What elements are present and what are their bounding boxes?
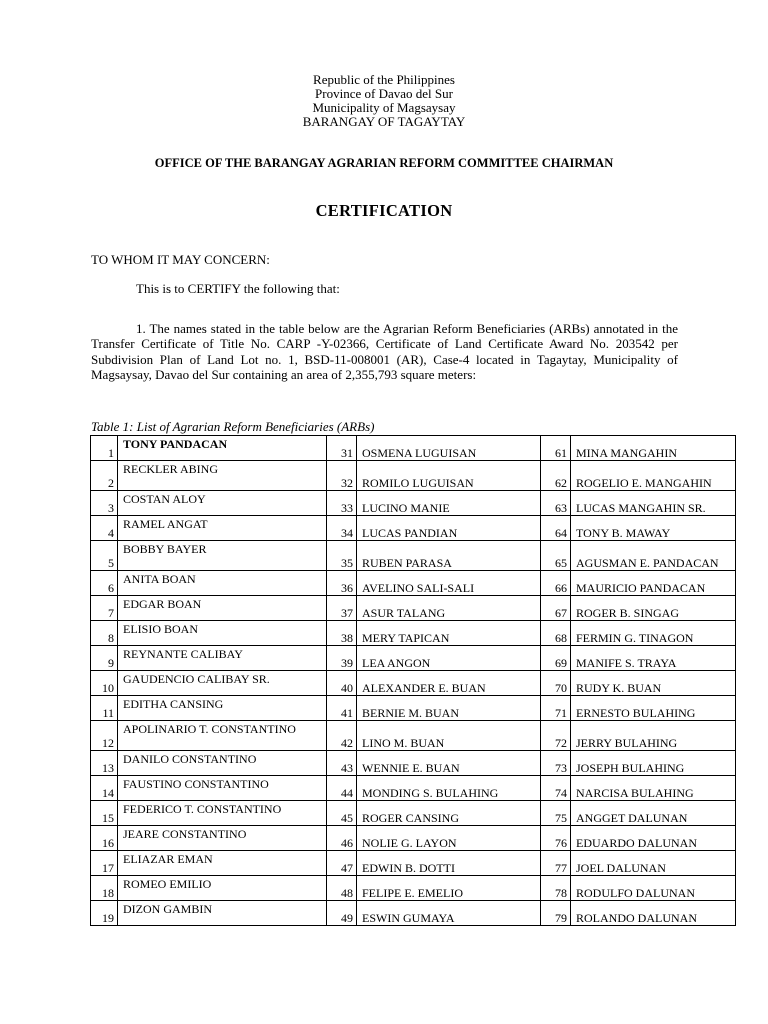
- row-number: 68: [541, 621, 571, 646]
- beneficiary-name: LUCAS PANDIAN: [357, 516, 541, 541]
- beneficiary-name: LUCAS MANGAHIN SR.: [571, 491, 736, 516]
- row-number: 63: [541, 491, 571, 516]
- row-number: 16: [91, 826, 118, 851]
- beneficiary-name: DIZON GAMBIN: [118, 901, 327, 926]
- header-province: Province of Davao del Sur: [315, 86, 453, 101]
- row-number: 41: [327, 696, 357, 721]
- beneficiary-name: ROGELIO E. MANGAHIN: [571, 461, 736, 491]
- beneficiary-name: EDGAR BOAN: [118, 596, 327, 621]
- beneficiary-name: WENNIE E. BUAN: [357, 751, 541, 776]
- beneficiary-name: ROMEO EMILIO: [118, 876, 327, 901]
- beneficiary-name: ROGER CANSING: [357, 801, 541, 826]
- table-row: [91, 461, 736, 491]
- beneficiary-name: BOBBY BAYER: [118, 541, 327, 571]
- row-number: 33: [327, 491, 357, 516]
- beneficiary-name: AVELINO SALI-SALI: [357, 571, 541, 596]
- row-number: 18: [91, 876, 118, 901]
- beneficiary-name: ROMILO LUGUISAN: [357, 461, 541, 491]
- beneficiary-name: ALEXANDER E. BUAN: [357, 671, 541, 696]
- beneficiary-name: MINA MANGAHIN: [571, 436, 736, 461]
- row-number: 44: [327, 776, 357, 801]
- beneficiaries-table: [90, 435, 736, 926]
- table-row: [91, 721, 736, 751]
- table-row: [91, 516, 736, 541]
- row-number: 5: [91, 541, 118, 571]
- row-number: 49: [327, 901, 357, 926]
- beneficiary-name: GAUDENCIO CALIBAY SR.: [118, 671, 327, 696]
- row-number: 66: [541, 571, 571, 596]
- beneficiary-name: FERMIN G. TINAGON: [571, 621, 736, 646]
- beneficiary-name: ANITA BOAN: [118, 571, 327, 596]
- table-row: [91, 541, 736, 571]
- row-number: 42: [327, 721, 357, 751]
- beneficiary-name: RAMEL ANGAT: [118, 516, 327, 541]
- row-number: 45: [327, 801, 357, 826]
- row-number: 12: [91, 721, 118, 751]
- row-number: 10: [91, 671, 118, 696]
- row-number: 62: [541, 461, 571, 491]
- beneficiary-name: NARCISA BULAHING: [571, 776, 736, 801]
- table-row: [91, 876, 736, 901]
- row-number: 73: [541, 751, 571, 776]
- beneficiary-name: LINO M. BUAN: [357, 721, 541, 751]
- row-number: 47: [327, 851, 357, 876]
- row-number: 9: [91, 646, 118, 671]
- table-caption: Table 1: List of Agrarian Reform Beneficiaries (ARBs): [91, 419, 375, 434]
- beneficiaries-table-body: [91, 436, 736, 926]
- beneficiary-name: APOLINARIO T. CONSTANTINO: [118, 721, 327, 751]
- row-number: 14: [91, 776, 118, 801]
- row-number: 15: [91, 801, 118, 826]
- row-number: 32: [327, 461, 357, 491]
- beneficiary-name: DANILO CONSTANTINO: [118, 751, 327, 776]
- beneficiary-name: ROGER B. SINGAG: [571, 596, 736, 621]
- beneficiary-name: EDUARDO DALUNAN: [571, 826, 736, 851]
- office-heading: OFFICE OF THE BARANGAY AGRARIAN REFORM COMMITTEE CHAIRMAN: [154, 156, 614, 170]
- table-row: [91, 491, 736, 516]
- header-republic: Republic of the Philippines: [313, 72, 455, 87]
- beneficiary-name: BERNIE M. BUAN: [357, 696, 541, 721]
- row-number: 13: [91, 751, 118, 776]
- row-number: 48: [327, 876, 357, 901]
- beneficiary-name: ELIAZAR EMAN: [118, 851, 327, 876]
- row-number: 61: [541, 436, 571, 461]
- beneficiary-name: OSMENA LUGUISAN: [357, 436, 541, 461]
- row-number: 17: [91, 851, 118, 876]
- row-number: 64: [541, 516, 571, 541]
- table-row: [91, 826, 736, 851]
- row-number: 79: [541, 901, 571, 926]
- table-row: [91, 596, 736, 621]
- table-row: [91, 436, 736, 461]
- beneficiary-name: ELISIO BOAN: [118, 621, 327, 646]
- beneficiary-name: COSTAN ALOY: [118, 491, 327, 516]
- table-row: [91, 751, 736, 776]
- row-number: 19: [91, 901, 118, 926]
- table-row: [91, 571, 736, 596]
- table-row: [91, 776, 736, 801]
- beneficiary-name: FAUSTINO CONSTANTINO: [118, 776, 327, 801]
- row-number: 8: [91, 621, 118, 646]
- row-number: 4: [91, 516, 118, 541]
- row-number: 75: [541, 801, 571, 826]
- beneficiary-name: ANGGET DALUNAN: [571, 801, 736, 826]
- row-number: 36: [327, 571, 357, 596]
- beneficiary-name: JERRY BULAHING: [571, 721, 736, 751]
- row-number: 40: [327, 671, 357, 696]
- beneficiary-name: ERNESTO BULAHING: [571, 696, 736, 721]
- table-row: [91, 621, 736, 646]
- header-barangay: BARANGAY OF TAGAYTAY: [302, 114, 466, 129]
- row-number: 39: [327, 646, 357, 671]
- beneficiary-name: MANIFE S. TRAYA: [571, 646, 736, 671]
- certify-line: This is to CERTIFY the following that:: [136, 281, 340, 296]
- beneficiary-name: FELIPE E. EMELIO: [357, 876, 541, 901]
- row-number: 70: [541, 671, 571, 696]
- beneficiary-name: RUBEN PARASA: [357, 541, 541, 571]
- beneficiary-name: AGUSMAN E. PANDACAN: [571, 541, 736, 571]
- row-number: 3: [91, 491, 118, 516]
- row-number: 2: [91, 461, 118, 491]
- row-number: 35: [327, 541, 357, 571]
- row-number: 38: [327, 621, 357, 646]
- row-number: 67: [541, 596, 571, 621]
- beneficiary-name: ESWIN GUMAYA: [357, 901, 541, 926]
- row-number: 72: [541, 721, 571, 751]
- beneficiary-name: TONY B. MAWAY: [571, 516, 736, 541]
- header-municipality: Municipality of Magsaysay: [312, 100, 456, 115]
- beneficiary-name: ROLANDO DALUNAN: [571, 901, 736, 926]
- row-number: 76: [541, 826, 571, 851]
- beneficiary-name: MERY TAPICAN: [357, 621, 541, 646]
- row-number: 31: [327, 436, 357, 461]
- table-row: [91, 671, 736, 696]
- row-number: 78: [541, 876, 571, 901]
- beneficiary-name: MAURICIO PANDACAN: [571, 571, 736, 596]
- row-number: 11: [91, 696, 118, 721]
- row-number: 65: [541, 541, 571, 571]
- table-row: [91, 851, 736, 876]
- row-number: 71: [541, 696, 571, 721]
- row-number: 43: [327, 751, 357, 776]
- row-number: 77: [541, 851, 571, 876]
- row-number: 1: [91, 436, 118, 461]
- beneficiary-name: TONY PANDACAN: [118, 436, 327, 461]
- beneficiary-name: NOLIE G. LAYON: [357, 826, 541, 851]
- table-row: [91, 646, 736, 671]
- beneficiary-name: FEDERICO T. CONSTANTINO: [118, 801, 327, 826]
- beneficiary-name: JEARE CONSTANTINO: [118, 826, 327, 851]
- row-number: 46: [327, 826, 357, 851]
- row-number: 37: [327, 596, 357, 621]
- beneficiary-name: RECKLER ABING: [118, 461, 327, 491]
- beneficiary-name: JOEL DALUNAN: [571, 851, 736, 876]
- beneficiary-name: REYNANTE CALIBAY: [118, 646, 327, 671]
- row-number: 34: [327, 516, 357, 541]
- row-number: 7: [91, 596, 118, 621]
- row-number: 6: [91, 571, 118, 596]
- document-title: CERTIFICATION: [315, 201, 453, 220]
- beneficiary-name: RODULFO DALUNAN: [571, 876, 736, 901]
- table-row: [91, 801, 736, 826]
- row-number: 69: [541, 646, 571, 671]
- salutation: TO WHOM IT MAY CONCERN:: [91, 252, 270, 267]
- table-row: [91, 696, 736, 721]
- beneficiary-name: LEA ANGON: [357, 646, 541, 671]
- paragraph-1: 1. The names stated in the table below are the Agrarian Reform Beneficiaries (ARBs) annotated in the Transfer Certificate of Title No. CARP -Y-02366, Certificate of Land Certificate Award No. 203542 per Subdivision Plan of Land Lot no. 1, BSD-11-008001 (AR), Case-4 located in Tagaytay, Municipality of Magsaysay, Davao del Sur containing an area of 2,355,793 square meters:: [91, 321, 678, 382]
- table-row: [91, 901, 736, 926]
- beneficiary-name: JOSEPH BULAHING: [571, 751, 736, 776]
- beneficiary-name: RUDY K. BUAN: [571, 671, 736, 696]
- beneficiary-name: MONDING S. BULAHING: [357, 776, 541, 801]
- beneficiary-name: EDWIN B. DOTTI: [357, 851, 541, 876]
- beneficiary-name: LUCINO MANIE: [357, 491, 541, 516]
- beneficiary-name: EDITHA CANSING: [118, 696, 327, 721]
- row-number: 74: [541, 776, 571, 801]
- beneficiary-name: ASUR TALANG: [357, 596, 541, 621]
